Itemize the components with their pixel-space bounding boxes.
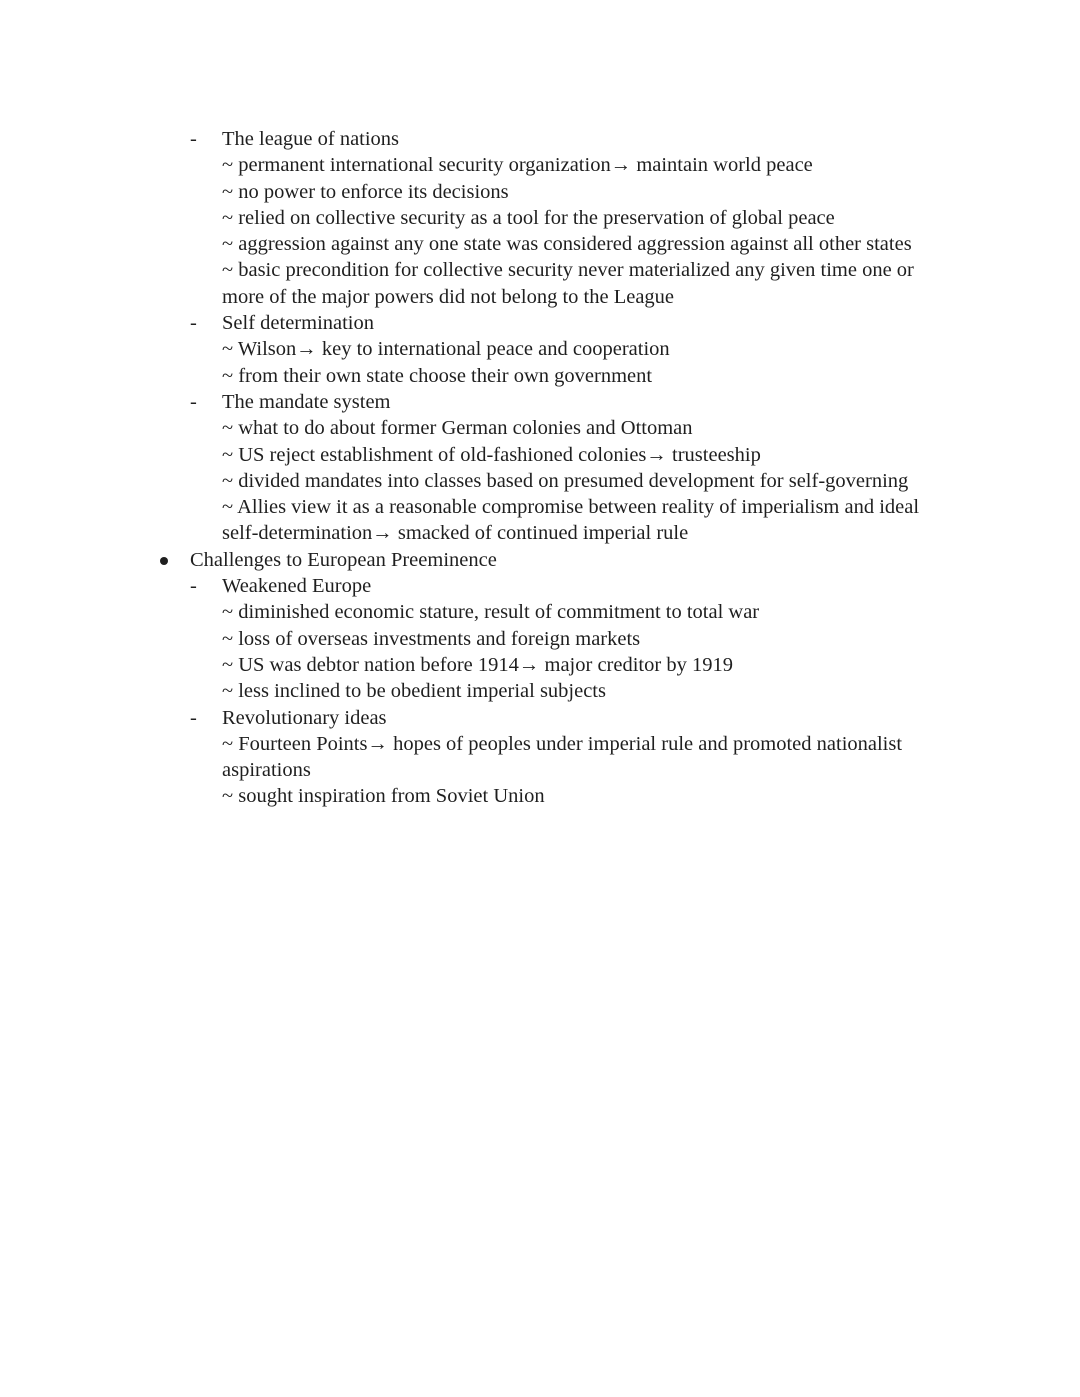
section-heading (0, 705, 1080, 731)
note-line: ~ less inclined to be obedient imperial subjects (222, 680, 606, 703)
note-line: ~ relied on collective security as a tool for the preservation of global peace (222, 206, 835, 229)
heading-text: Self determination (222, 312, 374, 335)
note-line: ~ Wilson→ key to international peace and cooperation (222, 338, 670, 361)
note-line: self-determination→ smacked of continued imperial rule (222, 522, 689, 545)
dash-marker: - (190, 312, 197, 335)
note-line: ~ diminished economic stature, result of commitment to total war (222, 601, 760, 624)
note-line: ~ sought inspiration from Soviet Union (222, 785, 545, 808)
section-heading (0, 389, 1080, 415)
note-line: ~ Fourteen Points→ hopes of peoples under imperial rule and promoted nationalist (222, 732, 903, 755)
dash-marker: - (190, 128, 197, 150)
dash-marker: - (190, 706, 197, 729)
heading-text: The mandate system (222, 390, 391, 413)
bullet-heading (0, 547, 1080, 573)
note-line: ~ aggression against any one state was considered aggression against all other states (222, 233, 912, 256)
note-line: ~ divided mandates into classes based on presumed development for self-governing (222, 469, 909, 492)
dash-marker: - (190, 575, 197, 598)
note-line: ~ Allies view it as a reasonable compromise between reality of imperialism and ideal (222, 496, 920, 519)
note-line: ~ no power to enforce its decisions (222, 180, 509, 203)
heading-text: Revolutionary ideas (222, 706, 387, 729)
document-body (0, 126, 1080, 810)
section-heading (0, 126, 1080, 152)
note-line: aspirations (222, 759, 311, 782)
note-line: ~ from their own state choose their own government (222, 364, 653, 387)
note-line: ~ US reject establishment of old-fashioned colonies→ trusteeship (222, 443, 761, 466)
note-line: ~ permanent international security organization→ maintain world peace (222, 154, 813, 177)
note-line: more of the major powers did not belong to the League (222, 285, 675, 308)
dash-marker: - (190, 390, 197, 413)
heading-text: Weakened Europe (222, 575, 372, 598)
note-line: ~ loss of overseas investments and foreign markets (222, 627, 641, 650)
bullet-icon (160, 557, 168, 565)
section-heading (0, 310, 1080, 336)
note-line: ~ basic precondition for collective security never materialized any given time one or (222, 259, 914, 282)
note-line: ~ what to do about former German colonies and Ottoman (222, 417, 693, 440)
note-line: ~ US was debtor nation before 1914→ major creditor by 1919 (222, 653, 733, 676)
section-heading (0, 573, 1080, 599)
heading-text: Challenges to European Preeminence (190, 548, 497, 571)
heading-text: The league of nations (222, 128, 400, 150)
